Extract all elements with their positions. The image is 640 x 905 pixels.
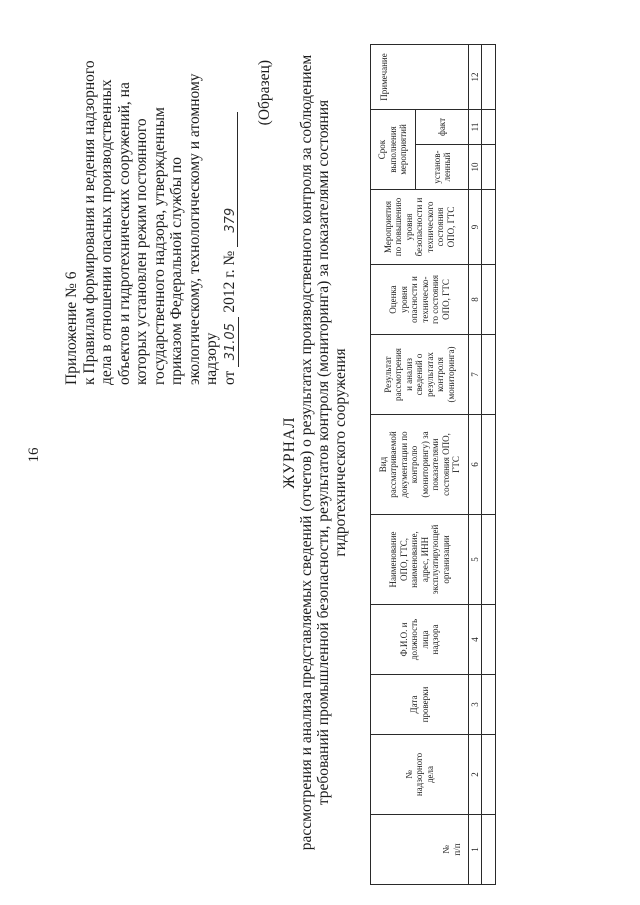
appendix-line: приказом Федеральной службы по (168, 156, 185, 385)
column-number-cell: 4 (469, 605, 482, 675)
column-number-cell: 5 (469, 515, 482, 605)
data-cell (482, 815, 496, 885)
column-number-cell: 6 (469, 415, 482, 515)
header-inspector: Ф.И.О. и должность лица надзора (371, 605, 469, 675)
header-hazard-assessment: Оценка уровня опасности и техническо- го состояния ОПО, ГТС (371, 265, 469, 335)
header-inspection-date: Дата проверки (371, 675, 469, 735)
appendix-line: которых установлен режим постоянного (133, 118, 150, 385)
column-number-cell: 11 (469, 110, 482, 145)
order-year-text: 2012 г. № (220, 250, 238, 313)
appendix-title: Приложение № 6 (63, 271, 80, 385)
journal-title: ЖУРНАЛ (281, 416, 298, 489)
journal-subtitle-line: рассмотрения и анализа представляемых сведений (отчетов) о результатах производственного контроля за соблюдением (298, 54, 315, 851)
column-number-cell: 8 (469, 265, 482, 335)
appendix-line: экологическому, технологическому и атомному (185, 73, 203, 385)
order-prefix: от (220, 370, 238, 385)
appendix-line: дела в отношении опасных производственных (98, 79, 115, 385)
data-cell (482, 675, 496, 735)
journal-heading (281, 0, 349, 905)
column-number-cell: 3 (469, 675, 482, 735)
data-cell (482, 335, 496, 415)
table-header-row (371, 45, 416, 885)
header-deadline-actual: факт (416, 110, 469, 145)
data-cell (482, 415, 496, 515)
data-cell (482, 45, 496, 110)
journal-subtitle-line: требований промышленной безопасности, результатов контроля (мониторинга) за показателями состояния (315, 99, 332, 806)
header-case-number: № надзорного дела (371, 735, 469, 815)
header-remarks: Примечание (371, 45, 469, 110)
column-number-cell: 9 (469, 190, 482, 265)
order-date-handwritten: 31.05 (223, 317, 239, 367)
data-cell (482, 265, 496, 335)
column-number-row (469, 45, 482, 885)
table-row (482, 45, 496, 885)
header-row-number: № п/п (371, 815, 469, 885)
appendix-line: надзору (203, 332, 220, 385)
data-cell (482, 735, 496, 815)
header-review-result: Результат рассмотрения и анализ сведений о результатах контроля (мониторинга) (371, 335, 469, 415)
column-number-cell: 12 (469, 45, 482, 110)
order-line (221, 60, 239, 385)
journal-subtitle-line: гидротехнического сооружения (332, 348, 349, 557)
appendix-line: объектов и гидротехнических сооружений, на (115, 82, 133, 385)
column-number-cell: 2 (469, 735, 482, 815)
appendix-line: государственного надзора, утвержденным (150, 107, 168, 385)
data-cell (482, 190, 496, 265)
header-document-type: Вид рассматриваемой документации по контролю (мониторингу) за показателями состояния ОПО, ГТС (371, 415, 469, 515)
order-number-handwritten: 379 (223, 112, 238, 247)
column-number-cell: 7 (469, 335, 482, 415)
header-deadline-group: Срок выполнения мероприятий (371, 110, 416, 190)
appendix-line: к Правилам формирования и ведения надзорного (80, 60, 98, 385)
sample-label: (Образец) (256, 60, 273, 126)
header-deadline-planned: установ- ленный (416, 145, 469, 190)
header-safety-measures: Мероприятия по повышению уровня безопасности и технического состояния ОПО, ГТС (371, 190, 469, 265)
data-cell (482, 145, 496, 190)
page-number: 16 (26, 447, 42, 463)
header-facility-organization: Наименование ОПО, ГТС, наименование, адрес, ИНН эксплуатирующей организации (371, 515, 469, 605)
data-cell (482, 605, 496, 675)
data-cell (482, 110, 496, 145)
column-number-cell: 10 (469, 145, 482, 190)
journal-table (370, 44, 496, 885)
appendix-block (63, 60, 239, 385)
column-number-cell: 1 (469, 815, 482, 885)
data-cell (482, 515, 496, 605)
